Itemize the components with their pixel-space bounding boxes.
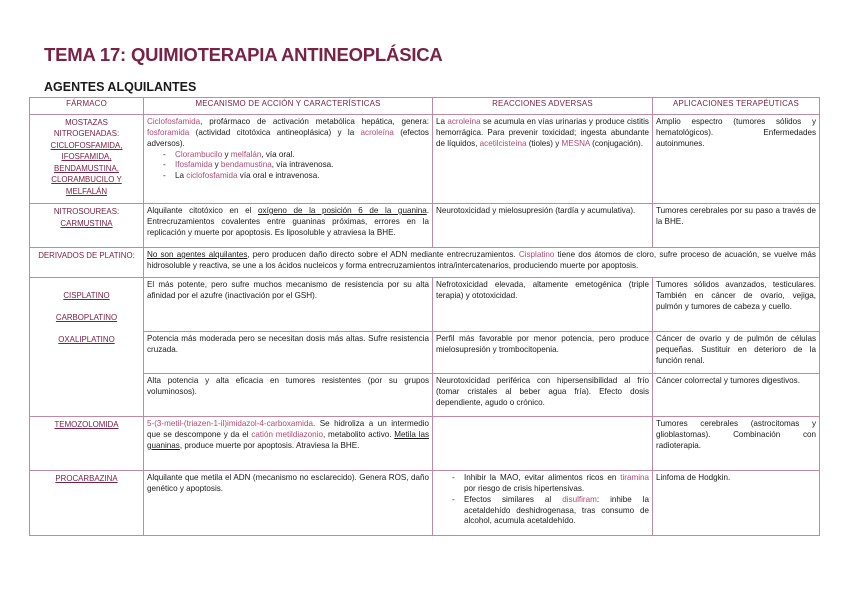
table-row-cisplatino [30,278,820,332]
adverse-cell: Neurotoxicidad y mielosupresión (tardía y acumulativa). [433,204,653,248]
column-header-aplicaciones: APLICACIONES TERAPÉUTICAS [653,98,820,115]
drug-group-label: DERIVADOS DE PLATINO: [30,248,144,278]
adverse-cell: Perfil más favorable por menor potencia, pero produce mielosupresión y trombocitopenia. [433,332,653,374]
list-item: - Efectos similares al disulfiram: inhibe la acetaldehído deshidrogenasa, tras consumo de alcohol, acumula acetaldehído. [452,495,649,528]
list-item: - La ciclofosfamida vía oral e intravenosa. [163,171,429,182]
drug-name: CARMUSTINA [60,218,113,228]
drug-name: OXALIPLATINO [58,334,115,344]
drug-name: MELFALÁN [65,186,108,196]
table-row-procarbazina [30,471,820,536]
applications-cell: Tumores cerebrales (astrocitomas y glioblastomas). Combinación con radioterapia. [653,417,820,471]
section-subtitle: AGENTES ALQUILANTES [44,80,197,94]
column-header-reacciones: REACCIONES ADVERSAS [433,98,653,115]
mechanism-cell: Potencia más moderada pero se necesitan dosis más altas. Sufre resistencia cruzada. [144,332,433,374]
drug-name: CLORAMBUCILO Y [51,175,122,185]
table-row-temozolomida [30,417,820,471]
drug-cell-procarbazina [30,471,144,536]
adverse-cell [433,417,653,471]
table-row-mostazas [30,115,820,204]
drug-name: PROCARBAZINA [55,474,118,483]
drug-name: CICLOFOSFAMIDA, [50,140,123,150]
drug-name: TEMOZOLOMIDA [54,420,119,429]
drug-cell-platino [30,278,144,417]
mechanism-cell [144,115,433,204]
route-list [147,150,429,183]
drug-cell-nitrosoureas [30,204,144,248]
adverse-cell: Nefrotoxicidad elevada, altamente emetogénica (triple terapia) y ototoxicidad. [433,278,653,332]
mechanism-cell: El más potente, pero sufre muchos mecanismo de resistencia por su alta afinidad por el azufre (inactivación por el GSH). [144,278,433,332]
drug-group-label: NITROSOUREAS: [53,207,120,216]
adverse-list [436,473,649,527]
drug-name: CARBOPLATINO [55,312,118,322]
list-item: - Clorambucilo y melfalán, vía oral. [163,150,429,161]
mechanism-cell: Alquilante citotóxico en el oxígeno de la posición 6 de la guanina. Entrecruzamientos covalentes entre guaninas próximas, errores en la replicación y muerte por apoptosis. Es liposoluble y atraviesa la BHE. [144,204,433,248]
applications-cell: Cáncer colorrectal y tumores digestivos. [653,374,820,417]
adverse-cell: Neurotoxicidad periférica con hipersensibilidad al frío (tomar cristales al beber agua fría). Efecto dosis dependiente, agudo o crónico. [433,374,653,417]
drug-cell-mostazas [30,115,144,204]
applications-cell: Cáncer de ovario y de pulmón de células pequeñas. Sustituir en deterioro de la función renal. [653,332,820,374]
table-row-oxaliplatino [30,374,820,417]
list-item: - Inhibir la MAO, evitar alimentos ricos en tiramina por riesgo de crisis hipertensivas. [452,473,649,495]
mechanism-cell: Alta potencia y alta eficacia en tumores resistentes (por su grupos voluminosos). [144,374,433,417]
drug-name: BENDAMUSTINA, [54,163,119,173]
column-header-mecanismo: MECANISMO DE ACCIÓN Y CARACTERÍSTICAS [144,98,433,115]
drug-name: CISPLATINO [63,291,110,300]
drug-group-label: MOSTAZAS [65,118,108,127]
table-row-carboplatino [30,332,820,374]
applications-cell: Tumores cerebrales por su paso a través de la BHE. [653,204,820,248]
drug-name: IFOSFAMIDA, [61,152,112,162]
table-row-platino-intro [30,248,820,278]
adverse-cell [433,471,653,536]
column-header-farmaco: FÁRMACO [30,98,144,115]
table-row-nitrosoureas [30,204,820,248]
mechanism-cell: Alquilante que metila el ADN (mecanismo no esclarecido). Genera ROS, daño genético y apoptosis. [144,471,433,536]
drug-cell-temozolomida [30,417,144,471]
drug-group-label: NITROGENADAS: [53,129,120,139]
table-header-row [30,98,820,115]
adverse-cell: La acroleína se acumula en vías urinarias y produce cistitis hemorrágica. Para prevenir toxicidad; ingesta abundante de líquidos, acetilcisteína (tioles) y MESNA (conjugación). [433,115,653,204]
applications-cell: Amplio espectro (tumores sólidos y hematológicos). Enfermedades autoinmunes. [653,115,820,204]
drug-table [29,97,820,536]
applications-cell: Linfoma de Hodgkin. [653,471,820,536]
mechanism-cell: 5-(3-metil-(triazen-1-il)imidazol-4-carboxamida. Se hidroliza a un intermedio que se descompone y da el catión metildiazonio, metabolito activo. Metila las guaninas, produce muerte por apoptosis. Atraviesa la BHE. [144,417,433,471]
applications-cell: Tumores sólidos avanzados, testiculares. También en cáncer de ovario, vejiga, pulmón y tumores de cabeza y cuello. [653,278,820,332]
platino-description: No son agentes alquilantes, pero producen daño directo sobre el ADN mediante entrecruzamientos. Cisplatino tiene dos átomos de cloro, sufre proceso de acuación, se vuelve más hidrosoluble y reactiva, se une a los ácidos nucleicos y forma entrecruzamientos intra/intercatenarios, produciendo muerte por apoptosis. [144,248,820,278]
page-title: TEMA 17: QUIMIOTERAPIA ANTINEOPLÁSICA [44,44,443,65]
mechanism-text: Ciclofosfamida, profármaco de activación metabólica hepática, genera: fosforamida (actividad citotóxica antineoplásica) y la acroleína (efectos adversos). [147,117,429,148]
list-item: - Ifosfamida y bendamustina, vía intravenosa. [163,160,429,171]
